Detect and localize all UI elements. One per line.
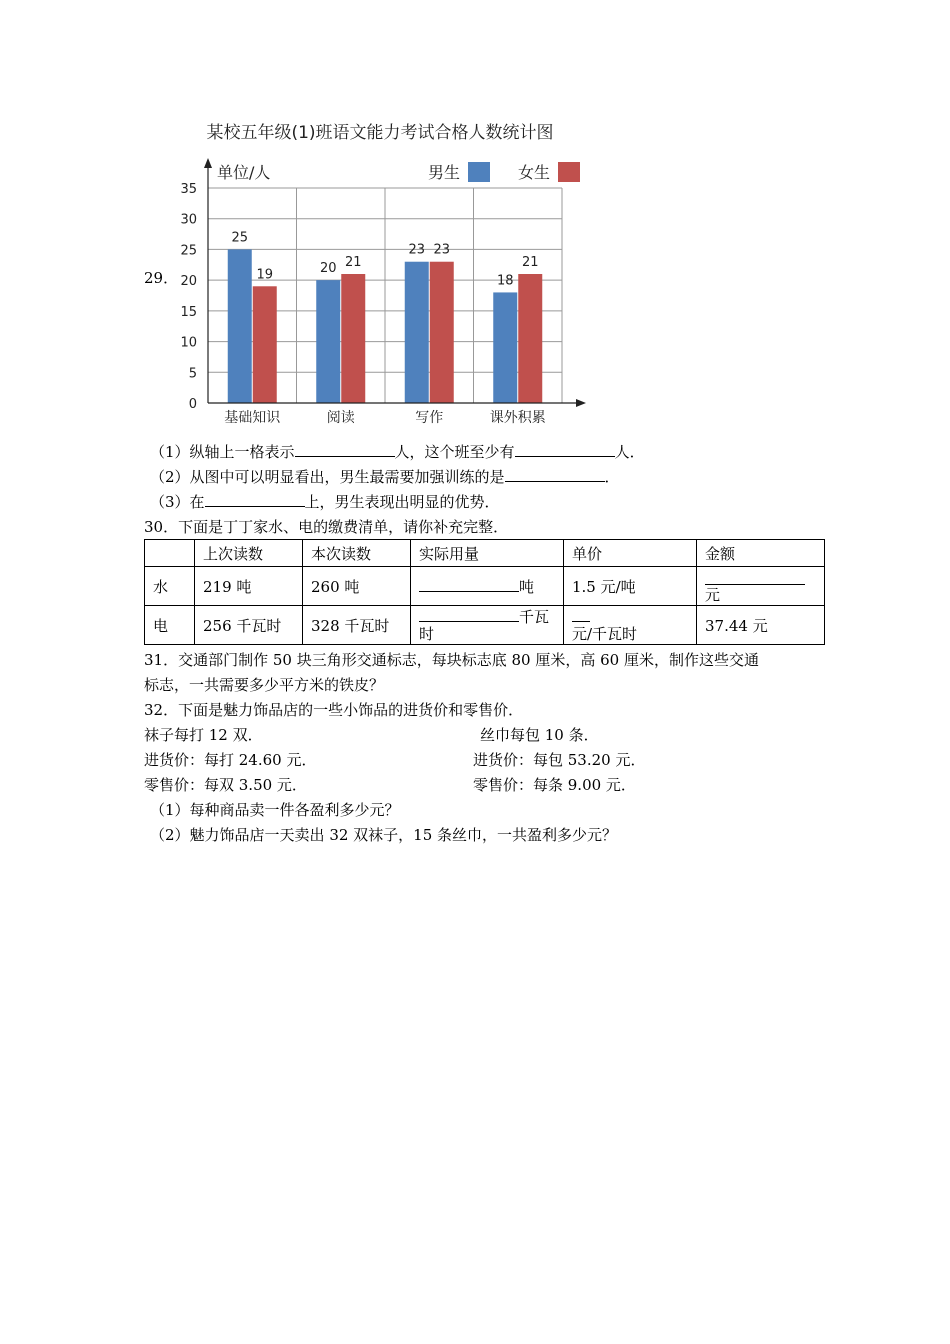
q29-sub1-blank1[interactable] xyxy=(295,442,395,457)
socks-info-1: 袜子每打 12 双． xyxy=(144,726,263,744)
chart-title: 某校五年级(1)班语文能力考试合格人数统计图 xyxy=(206,123,554,143)
bill-header-cell: 单价 xyxy=(564,540,697,567)
bill-row-water xyxy=(145,567,825,606)
socks-info-3: 零售价：每双 3.50 元． xyxy=(144,776,307,794)
bill-header-row xyxy=(145,540,825,567)
bar-girls xyxy=(430,262,454,403)
bill-header-cell: 实际用量 xyxy=(411,540,564,567)
q32-sub1: （1）每种商品卖一件各盈利多少元？ xyxy=(150,801,400,819)
bar-girls xyxy=(341,274,365,403)
y-tick-label: 35 xyxy=(180,182,197,197)
water-amount-unit: 元 xyxy=(705,585,721,604)
water-usage-cell xyxy=(411,567,564,606)
bar-boys xyxy=(493,292,517,403)
electric-price-unit: 元/千瓦时 xyxy=(572,625,638,643)
bar-value-label: 21 xyxy=(344,255,362,270)
bar-chart xyxy=(170,112,590,432)
electric-usage-unit-b: 时 xyxy=(419,625,435,643)
bar-girls xyxy=(518,274,542,403)
bill-header-cell: 本次读数 xyxy=(303,540,411,567)
y-tick-label: 30 xyxy=(180,212,197,228)
q31-line1: 31．交通部门制作 50 块三角形交通标志，每块标志底 80 厘米，高 60 厘米，制作这些交通 xyxy=(144,651,759,669)
q29-sub2-text-a: （2）从图中可以明显看出，男生最需要加强训练的是 xyxy=(150,468,505,486)
electric-usage-blank[interactable] xyxy=(419,607,519,622)
q29-sub1-text-b: 人，这个班至少有 xyxy=(394,443,515,461)
y-axis-arrow xyxy=(204,158,212,168)
q29-sub1-blank2[interactable] xyxy=(515,442,615,457)
q29-sub3-blank[interactable] xyxy=(205,492,305,507)
socks-info-2: 进货价：每打 24.60 元． xyxy=(144,751,317,769)
bar-value-label: 20 xyxy=(319,261,337,277)
electric-usage-cell xyxy=(411,606,564,645)
bar-boys xyxy=(405,262,429,403)
water-price: 1.5 元/吨 xyxy=(564,567,697,606)
y-tick-label: 20 xyxy=(180,274,197,290)
x-category-label: 阅读 xyxy=(326,410,355,426)
q29-sub2 xyxy=(150,467,620,487)
q29-sub3 xyxy=(150,492,500,512)
bill-header-cell: 金额 xyxy=(697,540,825,567)
y-tick-label: 25 xyxy=(180,243,197,259)
q32-sub2: （2）魅力饰品店一天卖出 32 双袜子，15 条丝巾，一共盈利多少元？ xyxy=(150,826,618,844)
bill-table xyxy=(144,539,825,645)
q29-sub2-blank[interactable] xyxy=(505,467,605,482)
bar-boys xyxy=(316,280,340,403)
y-tick-label: 10 xyxy=(180,335,197,351)
electric-price-blank[interactable] xyxy=(572,607,590,622)
bill-row-electric xyxy=(145,606,825,645)
q31-line2: 标志，一共需要多少平方米的铁皮？ xyxy=(144,676,385,694)
q29-sub3-text-a: （3）在 xyxy=(150,493,205,511)
y-axis-label: 单位/人 xyxy=(217,163,271,182)
water-label: 水 xyxy=(145,567,195,606)
x-axis-arrow xyxy=(576,399,586,407)
bar-value-label: 23 xyxy=(408,242,426,258)
bar-boys xyxy=(228,249,252,403)
x-category-label: 基础知识 xyxy=(224,410,281,426)
legend-swatch xyxy=(558,162,580,182)
scarf-info-3: 零售价：每条 9.00 元． xyxy=(473,776,636,794)
bar-value-label: 18 xyxy=(496,273,514,289)
y-tick-label: 5 xyxy=(188,366,197,382)
bar-value-label: 23 xyxy=(433,242,451,258)
electric-usage-unit-a: 千瓦 xyxy=(519,608,550,626)
x-category-label: 写作 xyxy=(415,410,444,426)
q30-text: 30．下面是丁丁家水、电的缴费清单，请你补充完整． xyxy=(144,518,509,536)
scarf-info-2: 进货价：每包 53.20 元． xyxy=(473,751,646,769)
y-tick-label: 15 xyxy=(180,304,197,320)
water-usage-blank[interactable] xyxy=(419,577,519,592)
bill-header-cell: 上次读数 xyxy=(195,540,303,567)
q29-sub3-text-b: 上，男生表现出明显的优势． xyxy=(304,493,500,511)
q29-sub1 xyxy=(150,442,645,462)
electric-price-cell xyxy=(564,606,697,645)
electric-curr: 328 千瓦时 xyxy=(303,606,411,645)
q32-text: 32．下面是魅力饰品店的一些小饰品的进货价和零售价． xyxy=(144,701,524,719)
bar-value-label: 25 xyxy=(231,230,249,246)
x-category-label: 课外积累 xyxy=(489,410,546,426)
electric-prev: 256 千瓦时 xyxy=(195,606,303,645)
q29-sub1-text-c: 人． xyxy=(614,443,645,461)
water-amount-blank[interactable] xyxy=(705,570,805,585)
bar-girls xyxy=(253,286,277,403)
bar-value-label: 19 xyxy=(256,267,274,283)
water-amount-cell xyxy=(697,567,825,606)
water-usage-unit: 吨 xyxy=(519,577,535,596)
q29-sub1-text-a: （1）纵轴上一格表示 xyxy=(150,443,295,461)
y-tick-label: 0 xyxy=(188,397,197,412)
q29-sub2-text-b: ． xyxy=(604,468,620,486)
legend-swatch xyxy=(468,162,490,182)
bill-header-cell xyxy=(145,540,195,567)
bar-value-label: 21 xyxy=(521,255,539,270)
electric-amount: 37.44 元 xyxy=(697,606,825,645)
scarf-info-1: 丝巾每包 10 条． xyxy=(480,726,599,744)
water-curr: 260 吨 xyxy=(303,567,411,606)
water-prev: 219 吨 xyxy=(195,567,303,606)
legend-label: 男生 xyxy=(428,163,461,182)
electric-label: 电 xyxy=(145,606,195,645)
legend-label: 女生 xyxy=(518,163,551,182)
q29-number: 29． xyxy=(144,269,179,287)
